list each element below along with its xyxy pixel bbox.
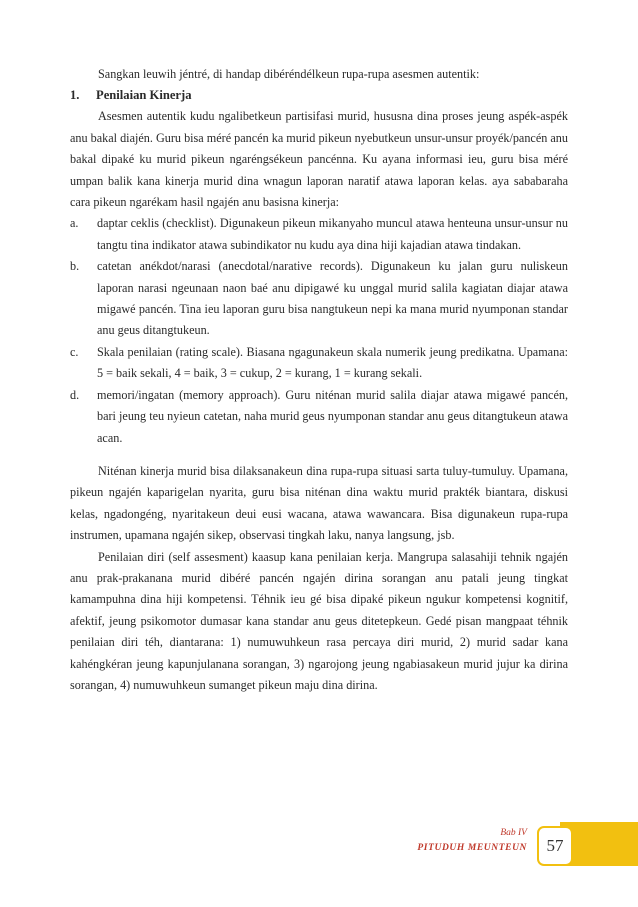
list-item-text: daptar ceklis (checklist). Digunakeun pikeun mikanyaho muncul atawa henteuna unsur-unsur nu tangtu tina indikator atawa subindikator nu kudu aya dina hiji kajadian atawa tindakan. (97, 216, 568, 252)
paragraph-1: Asesmen autentik kudu ngalibetkeun partisifasi murid, hususna dina proses jeung aspék-aspék anu bakal diajén. Guru bisa méré pancén ka murid pikeun nyebutkeun unsur-unsur proyék/pancén anu bakal dipaké ku murid pikeun ngaréngsékeun pancénna. Ku ayana informasi ieu, guru bisa méré umpan balik kana kinerja murid dina wnagun laporan naratif atawa laporan kelas. aya sababaraha cara pikeun ngarékam hasil ngajén anu basisna kinerja: (70, 109, 568, 210)
intro-paragraph: Sangkan leuwih jéntré, di handap dibéréndélkeun rupa-rupa asesmen autentik: (98, 67, 480, 81)
paragraph-3: Penilaian diri (self assesment) kaasup kana penilaian kerja. Mangrupa salasahiji tehnik ngajén anu prak-prakanana murid dibéré pancén ngajén dirina sorangan anu patali jeung tingkat kamampuhna dina hiji kompetensi. Téhnik ieu gé bisa dipaké pikeun ngukur kompetensi kognitif, afektif, jeung psikomotor dumasar kana standar anu geus ditetepkeun. Gedé pisan mangpaat téhnik penilaian diri téh, diantarana: 1) numuwuhkeun rasa percaya diri murid, 2) murid sadar kana kahéngkéran jeung kapunjulanana sorangan, 3) ngarojong jeung ngabiasakeun murid jujur ka dirina sorangan, 4) numuwuhkeun sumanget pikeun maju dina dirina. (70, 549, 568, 692)
page-content (70, 64, 568, 696)
list-marker: a. (70, 216, 79, 231)
page-number: 57 (537, 826, 573, 866)
chapter-title: PITUDUH MEUNTEUN (417, 843, 527, 853)
paragraph-2: Niténan kinerja murid bisa dilaksanakeun dina rupa-rupa situasi sarta tuluy-tumuluy. Upamana, pikeun ngajén kaparigelan nyarita, guru bisa niténan dina waktu murid prakték biantara, diskusi kelas, ngadongéng, nyaritakeun deui eusi wacana, atawa wawancara. Bisa digunakeun rupa-rupa instrumen, upamana ngajén sikep, observasi tingkah laku, nanya langsung, jsb. (70, 463, 568, 543)
section-title: Penilaian Kinerja (96, 88, 192, 103)
list-item-text: catetan anékdot/narasi (anecdotal/narative records). Digunakeun ku jalan guru nuliskeun laporan narasi ngeunaan naon baé anu dipigawé ku unggal murid salila kagiatan diajar atawa migawé pancén. Tina ieu laporan guru bisa nangtukeun nepi ka mana murid nyumponan standar anu geus ditangtukeun. (97, 259, 568, 338)
page-footer (0, 818, 638, 868)
list-item (70, 256, 568, 342)
list-item (70, 213, 568, 256)
spacer (70, 449, 568, 461)
list-marker: c. (70, 344, 79, 359)
section-heading (70, 85, 568, 106)
list-item (70, 342, 568, 385)
chapter-label: Bab IV (500, 828, 527, 838)
assessment-list (70, 213, 568, 448)
list-marker: d. (70, 387, 80, 402)
list-item (70, 385, 568, 449)
list-item-text: memori/ingatan (memory approach). Guru niténan murid salila diajar atawa migawé pancén, bari jeung teu nyieun catetan, naha murid geus nyumponan standar anu geus ditangtukeun atawa acan. (97, 387, 568, 445)
list-marker: b. (70, 259, 80, 274)
section-number: 1. (70, 88, 80, 103)
list-item-text: Skala penilaian (rating scale). Biasana ngagunakeun skala numerik jeung predikatna. Upamana: 5 = baik sekali, 4 = baik, 3 = cukup, 2 = kurang, 1 = kurang sekali. (97, 344, 568, 381)
